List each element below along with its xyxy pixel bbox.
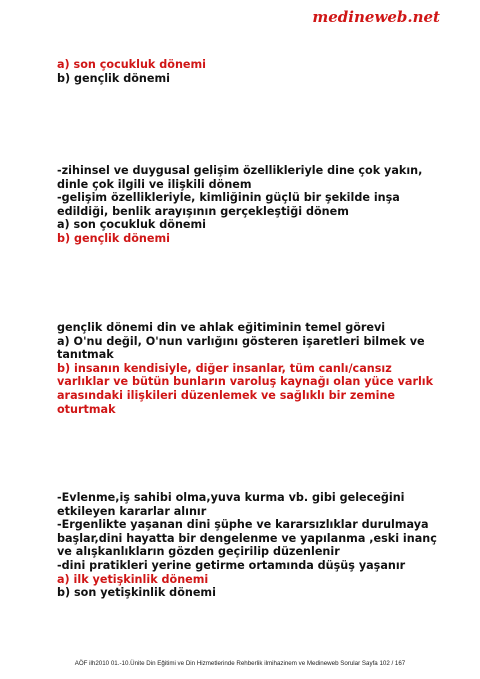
option-b: b) son yetişkinlik dönemi xyxy=(57,586,216,600)
option-b: b) gençlik dönemi xyxy=(57,71,170,85)
footer-text: AÖF ilh2010 01.-10.Ünite Din Eğitimi ve Din Hizmetlerinde Rehberlik ilmihazinem ve Medineweb Sorular xyxy=(74,660,361,667)
site-logo-text: medineweb.net xyxy=(312,8,440,26)
question-block-3 xyxy=(57,321,437,416)
option-a: a) son çocukluk dönemi xyxy=(57,218,206,232)
question-line: -Ergenlikte yaşanan dini şüphe ve kararsızlıklar durulmaya başlar,dini hayatta bir dengelenme ve yapılanma ,eski inanç ve alışkanlıkların gözden geçirilip düzenlenir xyxy=(57,518,437,559)
question-line: -gelişim özellikleriyle, kimliğinin güçlü bir şekilde inşa edildiği, benlik arayışının gerçekleştiği dönem xyxy=(57,191,400,218)
page-footer xyxy=(0,660,480,667)
question-block-1 xyxy=(57,58,437,85)
option-a: a) son çocukluk dönemi xyxy=(57,58,206,71)
option-a: a) ilk yetişkinlik dönemi xyxy=(57,572,209,586)
page-number: Sayfa 102 / 167 xyxy=(361,660,406,667)
option-b: b) insanın kendisiyle, diğer insanlar, tüm canlı/cansız varlıklar ve bütün bunların varoluş kaynağı olan yüce varlık arasındaki ilişkileri düzenlemek ve sağlıklı bir zemine oturtmak xyxy=(57,361,434,416)
option-b: b) gençlik dönemi xyxy=(57,231,170,245)
question-block-2 xyxy=(57,164,437,246)
question-block-4 xyxy=(57,491,437,600)
question-line: -zihinsel ve duygusal gelişim özellikleriyle dine çok yakın, dinle çok ilgili ve ilişkili dönem xyxy=(57,164,423,191)
question-line: -Evlenme,iş sahibi olma,yuva kurma vb. gibi geleceğini etkileyen kararlar alınır xyxy=(57,491,405,518)
question-line: -dini pratikleri yerine getirme ortamında düşüş yaşanır xyxy=(57,558,406,572)
question-line: gençlik dönemi din ve ahlak eğitiminin temel görevi xyxy=(57,321,386,334)
option-a: a) O'nu değil, O'nun varlığını gösteren işaretleri bilmek ve tanıtmak xyxy=(57,334,425,362)
